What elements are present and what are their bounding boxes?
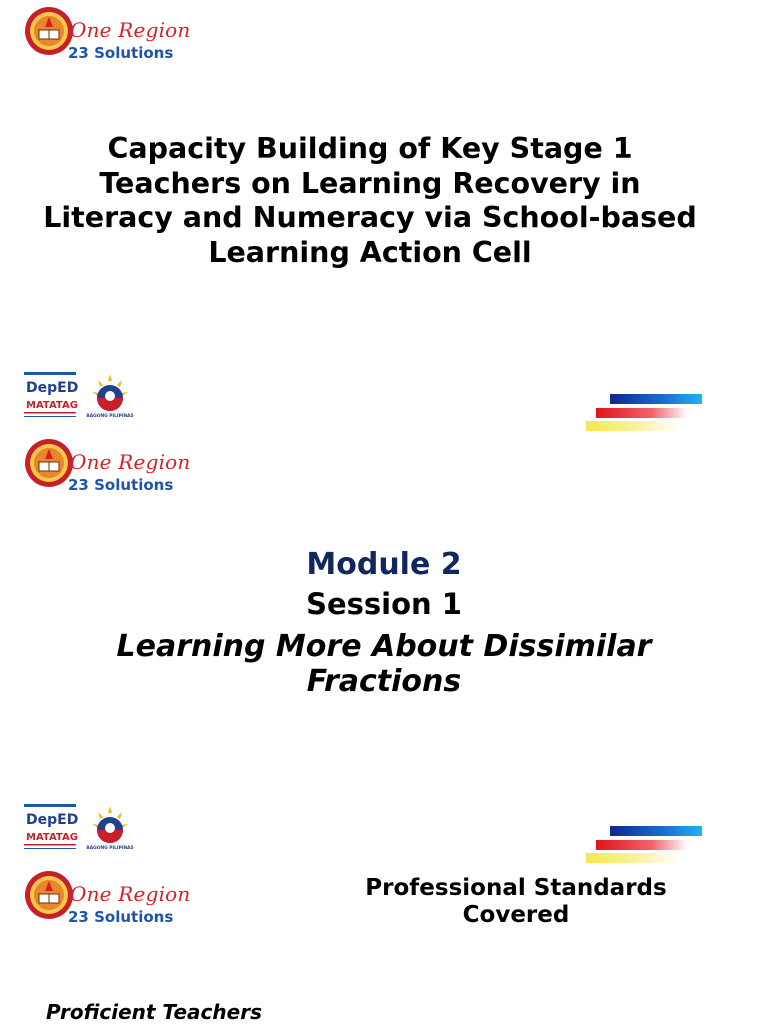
decorative-stripes — [586, 826, 706, 864]
logo-text-one-region: One Region — [70, 18, 191, 42]
bagong-pilipinas-logo-icon — [86, 372, 134, 420]
deped-region-seal-icon — [24, 6, 74, 56]
stripe-yellow — [586, 421, 678, 431]
deped-matatag-logo-icon — [24, 372, 80, 420]
logo-text-23-solutions: 23 Solutions — [68, 44, 174, 62]
footer-logos — [24, 804, 144, 854]
stripe-red — [596, 408, 688, 418]
stripe-red — [596, 840, 688, 850]
one-region-logo — [24, 6, 194, 64]
proficient-teachers-heading: Proficient Teachers — [46, 1000, 262, 1024]
logo-text-23-solutions: 23 Solutions — [68, 476, 174, 494]
module-title: Module 2 — [306, 547, 462, 582]
decorative-stripes — [586, 394, 706, 432]
slide-1 — [0, 0, 768, 432]
svg-text:MATATAG: MATATAG — [26, 400, 78, 411]
footer-logos — [24, 372, 144, 422]
svg-text:MATATAG: MATATAG — [26, 832, 78, 843]
stripe-yellow — [586, 853, 678, 863]
slide-3 — [0, 864, 768, 1024]
session-title: Session 1 — [306, 587, 462, 621]
slide-title: Capacity Building of Key Stage 1 Teachers on Learning Recovery in Literacy and Numeracy via School-based Learning Action Cell — [43, 132, 697, 269]
svg-text:DepED: DepED — [26, 380, 79, 396]
stripe-blue — [610, 826, 702, 836]
svg-text:BAGONG PILIPINAS: BAGONG PILIPINAS — [86, 414, 134, 419]
one-region-logo — [24, 870, 194, 928]
logo-text-one-region: One Region — [70, 882, 191, 906]
deped-region-seal-icon — [24, 870, 74, 920]
session-subtitle: Learning More About Dissimilar Fractions — [116, 629, 652, 699]
svg-text:BAGONG PILIPINAS: BAGONG PILIPINAS — [86, 846, 134, 851]
standards-title: Professional Standards Covered — [365, 875, 667, 928]
stripe-blue — [610, 394, 702, 404]
one-region-logo — [24, 438, 194, 496]
deped-matatag-logo-icon — [24, 804, 80, 852]
svg-text:DepED: DepED — [26, 812, 79, 828]
bagong-pilipinas-logo-icon — [86, 804, 134, 852]
deped-region-seal-icon — [24, 438, 74, 488]
logo-text-one-region: One Region — [70, 450, 191, 474]
slide-2 — [0, 432, 768, 864]
logo-text-23-solutions: 23 Solutions — [68, 908, 174, 926]
